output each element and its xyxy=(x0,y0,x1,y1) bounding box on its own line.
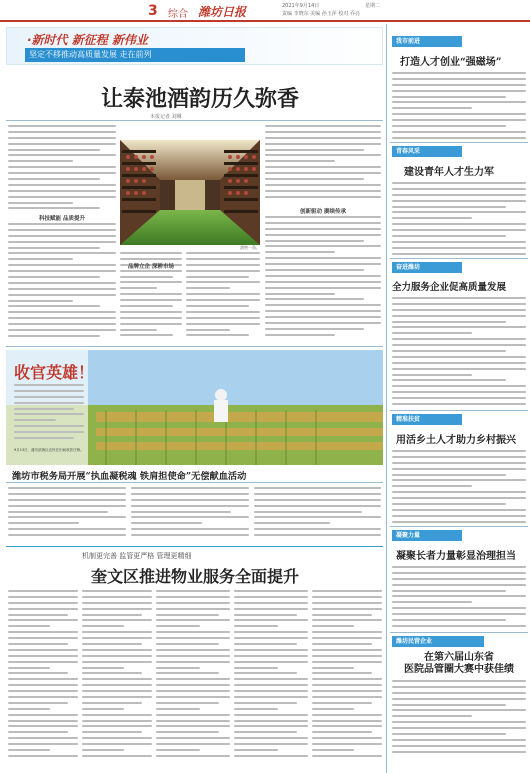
right-label-3: 奋进潍坊 xyxy=(392,262,462,273)
right-sep-1 xyxy=(390,142,528,143)
wine-cellar-photo xyxy=(120,140,260,245)
newspaper-name: 潍坊日报 xyxy=(198,5,247,19)
right-sep-4 xyxy=(390,526,528,527)
issue-date: 2021年9月14日 xyxy=(282,3,320,9)
right-text-5 xyxy=(392,566,526,632)
right-label-5: 凝聚力量 xyxy=(392,530,462,541)
right-text-1 xyxy=(392,72,526,146)
right-text-3 xyxy=(392,297,526,415)
banner-subtitle: 坚定不移推动高质量发展 走在前列 xyxy=(25,48,245,62)
harvest-block xyxy=(6,350,383,465)
right-article-4 xyxy=(392,414,526,532)
right-label-2: 青春风采 xyxy=(392,146,462,157)
lead-subhead-1: 科技赋能 品质提升 xyxy=(39,216,85,222)
right-title-4: 用活乡土人才助力乡村振兴 xyxy=(396,435,516,446)
bottom-text-col3 xyxy=(156,590,230,770)
lead-subhead-2: 品牌立企 深耕市场 xyxy=(128,264,174,270)
harvest-title: 收官英雄！ xyxy=(14,363,95,382)
right-text-6 xyxy=(392,680,526,760)
right-text-2 xyxy=(392,182,526,262)
right-title-1: 打造人才创业“强磁场” xyxy=(400,57,502,68)
harvest-caption-lines xyxy=(14,384,84,444)
wine-cellar-caption: 酒窖一角。 xyxy=(240,245,260,250)
bottom-text-col2 xyxy=(82,590,152,770)
column-divider xyxy=(386,24,387,773)
lead-top-rule xyxy=(6,120,383,121)
tax-text-col2 xyxy=(131,487,249,543)
banner-slogan: ·新时代 新征程 新伟业 xyxy=(27,33,148,47)
lead-byline: 本报记者 刘琳 xyxy=(150,114,182,120)
harvest-caption: 9月13日，潍坊滨海区农民在田间收获庄稼。 xyxy=(14,448,84,452)
right-label-6: 潍坊民营企业 xyxy=(392,636,484,647)
tax-rule xyxy=(6,482,383,483)
right-sep-5 xyxy=(390,632,528,633)
lead-text-col1b xyxy=(8,223,116,343)
lead-text-col1a xyxy=(8,125,116,213)
section-name: 综合 xyxy=(168,9,188,20)
right-article-5 xyxy=(392,530,526,632)
bottom-rule xyxy=(6,546,383,547)
lead-text-col4b xyxy=(265,216,381,342)
bottom-text-col4 xyxy=(234,590,308,770)
right-label-1: 我市前进 xyxy=(392,36,462,47)
right-title-5: 凝聚长者力量彰显治理担当 xyxy=(396,551,516,562)
right-title-2: 建设青年人才生力军 xyxy=(404,167,494,178)
page-number: 3 xyxy=(148,3,158,19)
tax-headline: 潍坊市税务局开展“执血凝税魂 铁肩担使命”无偿献血活动 xyxy=(12,471,247,482)
lead-subhead-3: 创新驱动 赓续传承 xyxy=(300,209,346,215)
lead-bottom-rule xyxy=(6,346,383,347)
right-text-4 xyxy=(392,450,526,532)
right-sep-3 xyxy=(390,410,528,411)
lead-headline: 让泰池酒韵历久弥香 xyxy=(100,86,299,112)
right-title-3: 全力服务企业促高质量发展 xyxy=(392,282,507,293)
issue-weekday: 星期二 xyxy=(365,3,381,9)
right-label-4: 精准扶贫 xyxy=(392,414,462,425)
column-banner xyxy=(6,27,383,65)
page-header xyxy=(0,0,530,22)
right-sep-2 xyxy=(390,258,528,259)
right-article-1 xyxy=(392,36,526,146)
right-article-6 xyxy=(392,636,526,760)
lead-text-col3 xyxy=(186,252,260,342)
right-title-6: 在第六届山东省 医院品管圈大赛中获佳绩 xyxy=(404,652,514,675)
right-article-2 xyxy=(392,146,526,262)
tax-text-col1 xyxy=(8,487,126,543)
right-article-3 xyxy=(392,262,526,415)
tax-text-col3 xyxy=(254,487,381,543)
editor-line: 责编 李晓东 美编 孙玉萍 校对 乔亮 xyxy=(282,11,360,17)
lead-text-col4a xyxy=(265,125,381,205)
bottom-text-col5 xyxy=(312,590,382,770)
bottom-headline: 奎文区推进物业服务全面提升 xyxy=(90,567,299,586)
bottom-text-col1 xyxy=(8,590,78,770)
bottom-kicker: 机制更完善 监管更严格 管理更精细 xyxy=(82,552,192,560)
